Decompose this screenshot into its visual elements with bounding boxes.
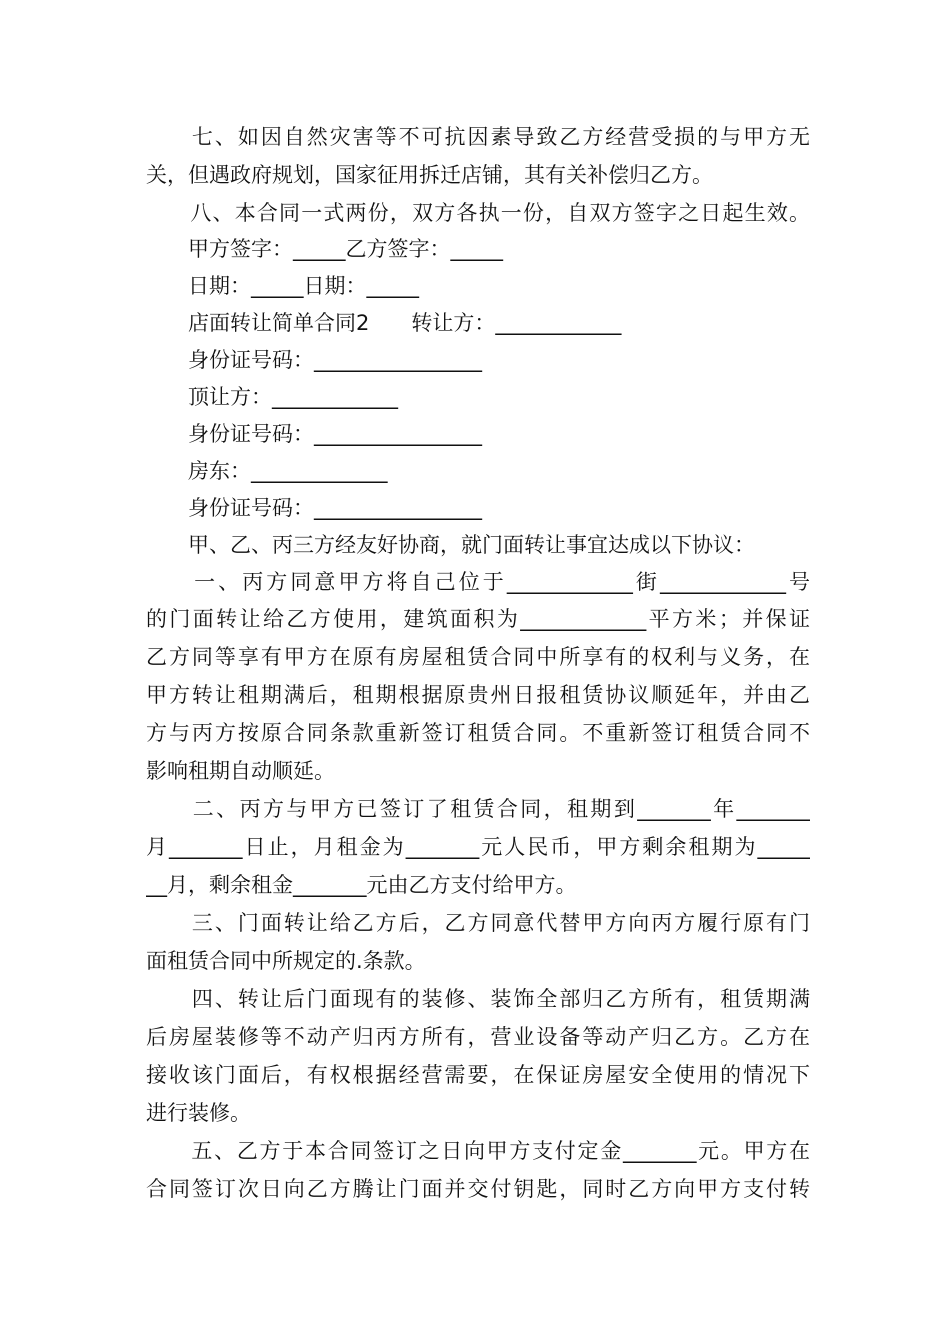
clause-5-line-2: 合同签订次日向乙方腾让门面并交付钥匙，同时乙方向甲方支付转 (146, 1177, 810, 1201)
paragraph-7-line-2: 关，但遇政府规划，国家征用拆迁店铺，其有关补偿归乙方。 (146, 163, 713, 187)
signature-line: 甲方签字：_____乙方签字：_____ (146, 237, 503, 261)
date-line: 日期：_____日期：_____ (146, 274, 419, 298)
clause-1-line-2: 的门面转让给乙方使用，建筑面积为____________平方米；并保证 (146, 607, 810, 631)
transferor-id-line: 身份证号码：________________ (146, 348, 482, 372)
clause-4-line-1: 四、转让后门面现有的装修、装饰全部归乙方所有，租赁期满 (146, 987, 810, 1011)
clause-4-line-2: 后房屋装修等不动产归丙方所有，营业设备等动产归乙方。乙方在 (146, 1025, 810, 1049)
clause-2-line-3: __月，剩余租金_______元由乙方支付给甲方。 (146, 873, 577, 897)
clause-1-line-4: 甲方转让租期满后，租期根据原贵州日报租赁协议顺延年，并由乙 (146, 683, 810, 707)
landlord-id-line: 身份证号码：________________ (146, 496, 482, 520)
transferee-id-line: 身份证号码：________________ (146, 422, 482, 446)
contract-2-title-transferor: 店面转让简单合同2 转让方：____________ (146, 311, 622, 335)
clause-3-line-1: 三、门面转让给乙方后，乙方同意代替甲方向丙方履行原有门 (146, 911, 810, 935)
paragraph-7-line-1: 七、如因自然灾害等不可抗因素导致乙方经营受损的与甲方无 (146, 125, 810, 149)
agreement-intro: 甲、乙、丙三方经友好协商，就门面转让事宜达成以下协议： (146, 533, 755, 557)
clause-2-line-1: 二、丙方与甲方已签订了租赁合同，租期到_______年_______ (146, 797, 810, 821)
paragraph-8-line: 八、本合同一式两份，双方各执一份，自双方签字之日起生效。 (146, 201, 810, 225)
landlord-line: 房东：_____________ (146, 459, 388, 483)
clause-1-line-1: 一、丙方同意甲方将自己位于____________街____________号 (146, 570, 810, 594)
clause-1-line-6: 影响租期自动顺延。 (146, 759, 335, 783)
clause-1-line-5: 方与丙方按原合同条款重新签订租赁合同。不重新签订租赁合同不 (146, 721, 810, 745)
clause-5-line-1: 五、乙方于本合同签订之日向甲方支付定金_______元。甲方在 (146, 1139, 810, 1163)
clause-1-line-3: 乙方同等享有甲方在原有房屋租赁合同中所享有的权利与义务，在 (146, 645, 810, 669)
transferee-line: 顶让方：____________ (146, 385, 398, 409)
clause-4-line-4: 进行装修。 (146, 1101, 251, 1125)
clause-4-line-3: 接收该门面后，有权根据经营需要，在保证房屋安全使用的情况下 (146, 1063, 810, 1087)
clause-2-line-2: 月_______日止，月租金为_______元人民币，甲方剩余租期为_____ (146, 835, 810, 859)
clause-3-line-2: 面租赁合同中所规定的.条款。 (146, 949, 426, 973)
